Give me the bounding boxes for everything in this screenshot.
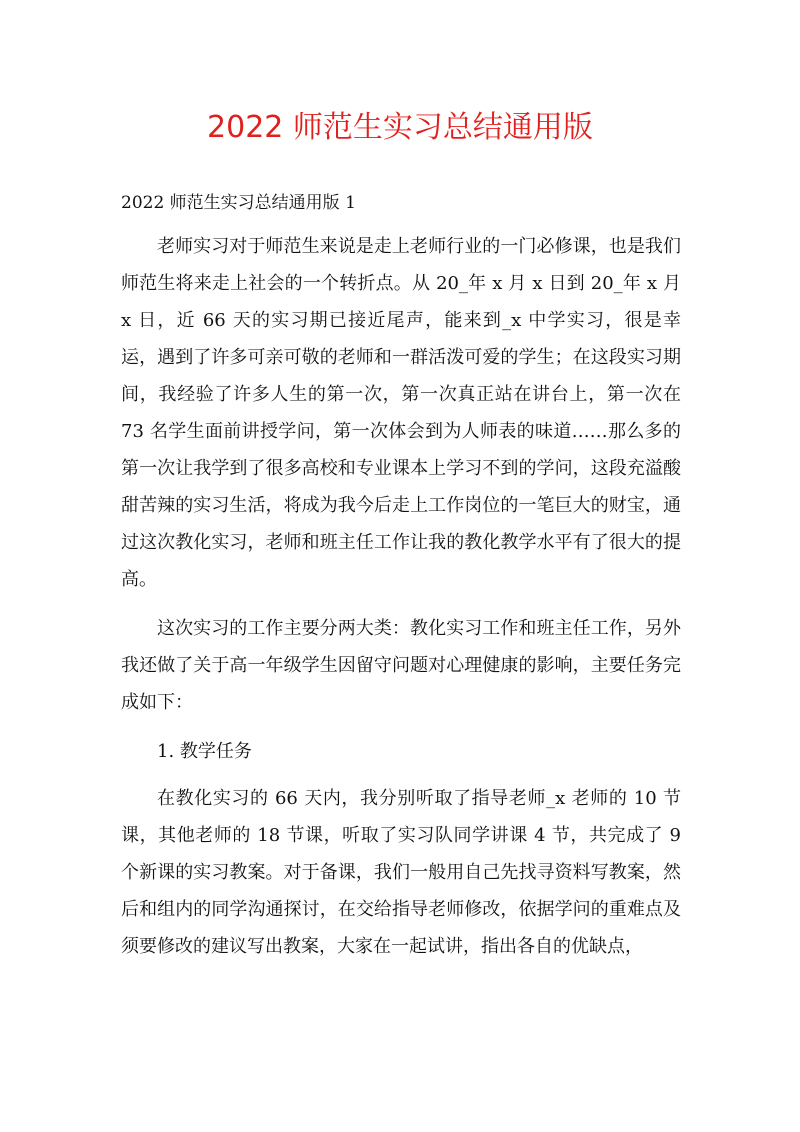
document-subtitle: 2022 师范生实习总结通用版 1	[121, 193, 356, 213]
paragraph-teaching-task: 在教化实习的 66 天内，我分别听取了指导老师_x 老师的 10 节课，其他老师的 18 节课，听取了实习队同学讲课 4 节，共完成了 9 个新课的实习教案。对于备课，我们一般用自己先找寻资料写教案，然后和组内的同学沟通探讨，在交给指导老师修改，依据学问的重难点及须要修改的建议写出教案，大家在一起试讲，指出各自的优缺点，	[121, 788, 681, 957]
paragraph-work-overview: 这次实习的工作主要分两大类：教化实习工作和班主任工作，另外我还做了关于高一年级学生因留守问题对心理健康的影响，主要任务完成如下：	[121, 618, 681, 713]
section-heading-teaching-task: 1. 教学任务	[157, 741, 252, 762]
document-body	[121, 228, 681, 977]
document-title: 2022 师范生实习总结通用版	[207, 110, 593, 145]
paragraph-intro: 老师实习对于师范生来说是走上老师行业的一门必修课，也是我们师范生将来走上社会的一个转折点。从 20_年 x 月 x 日到 20_年 x 月 x 日，近 66 天的实习期已接近尾声，能来到_x 中学实习，很是幸运，遇到了许多可亲可敬的老师和一群活泼可爱的学生；在这段实习期间，我经验了许多人生的第一次，第一次真正站在讲台上，第一次在 73 名学生面前讲授学问，第一次体会到为人师表的味道……那么多的第一次让我学到了很多高校和专业课本上学习不到的学问，这段充溢酸甜苦辣的实习生活，将成为我今后走上工作岗位的一笔巨大的财宝，通过这次教化实习，老师和班主任工作让我的教化教学水平有了很大的提高。	[121, 236, 681, 590]
